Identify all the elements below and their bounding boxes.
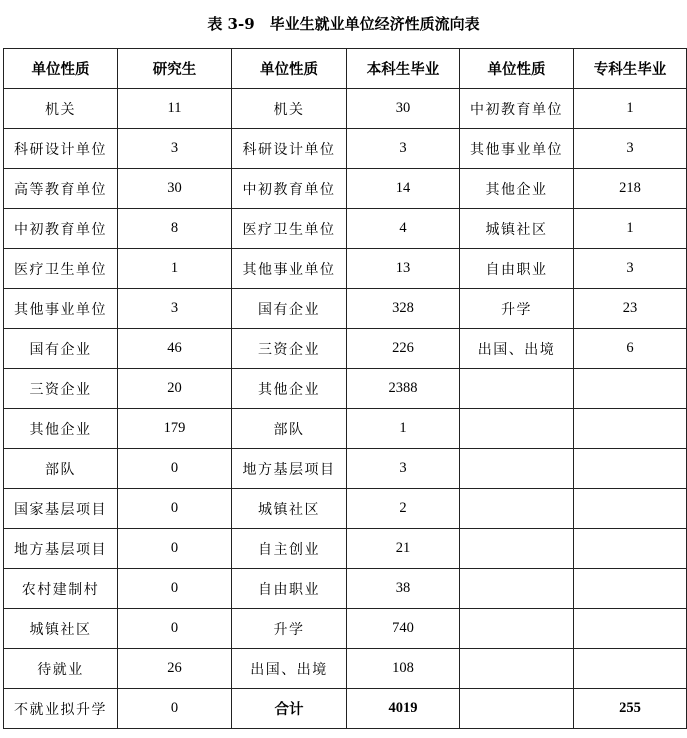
count-cell: 3 [347,129,460,169]
count-cell: 1 [574,89,687,129]
table-row [4,449,687,489]
table-row [4,289,687,329]
unit-type-cell: 国有企业 [232,289,347,329]
unit-type-cell: 地方基层项目 [232,449,347,489]
table-row [4,529,687,569]
unit-type-cell: 其他企业 [232,369,347,409]
unit-type-cell: 城镇社区 [460,209,574,249]
count-cell: 1 [347,409,460,449]
count-cell: 3 [574,129,687,169]
column-header: 单位性质 [4,49,118,89]
column-header: 专科生毕业 [574,49,687,89]
count-cell: 14 [347,169,460,209]
unit-type-cell: 中初教育单位 [232,169,347,209]
count-cell: 3 [118,129,232,169]
unit-type-cell: 部队 [4,449,118,489]
unit-type-cell: 国有企业 [4,329,118,369]
unit-type-cell: 三资企业 [232,329,347,369]
unit-type-cell: 城镇社区 [232,489,347,529]
unit-type-cell: 其他企业 [4,409,118,449]
unit-type-cell [460,689,574,729]
unit-type-cell [460,449,574,489]
unit-type-cell: 部队 [232,409,347,449]
employment-nature-table [3,48,687,729]
count-cell [574,409,687,449]
count-cell: 4 [347,209,460,249]
unit-type-cell: 农村建制村 [4,569,118,609]
unit-type-cell: 自由职业 [460,249,574,289]
unit-type-cell: 其他事业单位 [232,249,347,289]
count-cell: 30 [347,89,460,129]
unit-type-cell: 待就业 [4,649,118,689]
header-row [4,49,687,89]
count-cell [574,529,687,569]
unit-type-cell [460,369,574,409]
table-row [4,649,687,689]
unit-type-cell: 医疗卫生单位 [4,249,118,289]
count-cell: 38 [347,569,460,609]
count-cell: 328 [347,289,460,329]
count-cell: 0 [118,689,232,729]
count-cell: 11 [118,89,232,129]
unit-type-cell: 自主创业 [232,529,347,569]
count-cell [574,649,687,689]
count-cell: 13 [347,249,460,289]
table-row [4,169,687,209]
count-cell: 1 [574,209,687,249]
count-cell [574,449,687,489]
unit-type-cell: 其他事业单位 [460,129,574,169]
unit-type-cell: 其他事业单位 [4,289,118,329]
unit-type-cell [460,569,574,609]
unit-type-cell: 出国、出境 [460,329,574,369]
unit-type-cell: 医疗卫生单位 [232,209,347,249]
count-cell: 4019 [347,689,460,729]
count-cell: 30 [118,169,232,209]
unit-type-cell: 升学 [460,289,574,329]
count-cell: 2388 [347,369,460,409]
unit-type-cell: 不就业拟升学 [4,689,118,729]
count-cell [574,569,687,609]
unit-type-cell: 中初教育单位 [4,209,118,249]
count-cell: 0 [118,569,232,609]
count-cell: 23 [574,289,687,329]
unit-type-cell: 机关 [232,89,347,129]
unit-type-cell: 高等教育单位 [4,169,118,209]
column-header: 本科生毕业 [347,49,460,89]
table-row [4,89,687,129]
unit-type-cell: 升学 [232,609,347,649]
count-cell: 218 [574,169,687,209]
count-cell: 0 [118,449,232,489]
unit-type-cell [460,649,574,689]
count-cell: 226 [347,329,460,369]
count-cell: 255 [574,689,687,729]
table-row [4,249,687,289]
count-cell: 179 [118,409,232,449]
count-cell: 0 [118,609,232,649]
table-row [4,409,687,449]
unit-type-cell: 三资企业 [4,369,118,409]
count-cell: 20 [118,369,232,409]
unit-type-cell: 国家基层项目 [4,489,118,529]
count-cell: 26 [118,649,232,689]
unit-type-cell: 出国、出境 [232,649,347,689]
count-cell: 46 [118,329,232,369]
count-cell: 21 [347,529,460,569]
table-title: 表 3-9 毕业生就业单位经济性质流向表 [207,15,480,33]
unit-type-cell: 自由职业 [232,569,347,609]
unit-type-cell [460,489,574,529]
count-cell: 3 [347,449,460,489]
count-cell: 2 [347,489,460,529]
count-cell: 0 [118,529,232,569]
table-row [4,569,687,609]
table-row [4,209,687,249]
unit-type-cell [460,529,574,569]
count-cell: 3 [574,249,687,289]
table-row [4,609,687,649]
count-cell: 108 [347,649,460,689]
table-row [4,329,687,369]
count-cell: 0 [118,489,232,529]
count-cell: 1 [118,249,232,289]
table-row [4,369,687,409]
unit-type-cell: 合计 [232,689,347,729]
table-row [4,689,687,729]
unit-type-cell: 地方基层项目 [4,529,118,569]
unit-type-cell: 其他企业 [460,169,574,209]
table-row [4,489,687,529]
unit-type-cell: 科研设计单位 [4,129,118,169]
unit-type-cell: 机关 [4,89,118,129]
count-cell: 6 [574,329,687,369]
column-header: 研究生 [118,49,232,89]
table-row [4,129,687,169]
column-header: 单位性质 [232,49,347,89]
count-cell: 3 [118,289,232,329]
unit-type-cell [460,409,574,449]
count-cell [574,609,687,649]
unit-type-cell: 中初教育单位 [460,89,574,129]
unit-type-cell: 城镇社区 [4,609,118,649]
count-cell [574,489,687,529]
count-cell: 8 [118,209,232,249]
count-cell: 740 [347,609,460,649]
column-header: 单位性质 [460,49,574,89]
count-cell [574,369,687,409]
unit-type-cell [460,609,574,649]
unit-type-cell: 科研设计单位 [232,129,347,169]
